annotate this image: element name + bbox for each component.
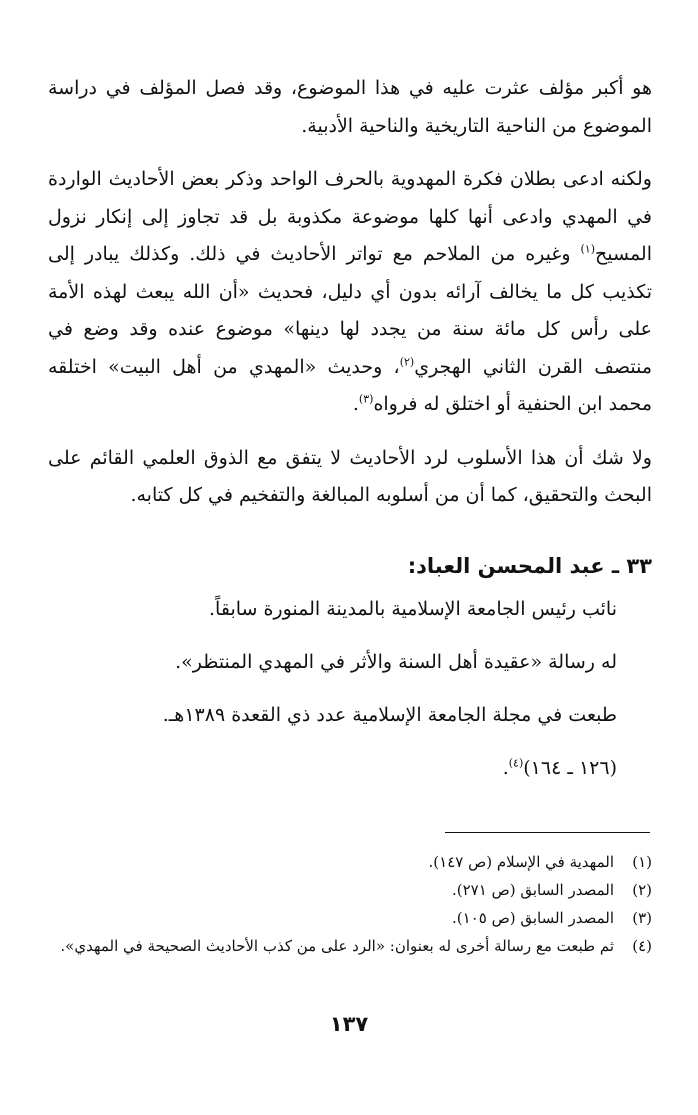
footnotes [48,848,652,960]
page-number: ١٣٧ [329,1012,369,1036]
footnote-text: المهدية في الإسلام (ص ١٤٧). [428,853,614,871]
bio-line-pages [48,756,652,780]
pages-end: . [502,756,509,779]
footnote-ref-4: (٤) [508,756,524,770]
paragraph-2 [48,161,652,424]
footnote-mark: (٤) [632,937,652,955]
paragraph-2-text-a: ولكنه ادعى بطلان فكرة المهدوية بالحرف الواحد وذكر بعض الأحاديث الواردة في المهدي وادعى أنها كلها موضوعة مكذوبة بل قد تجاوز إلى إنكار نزول المسيح [48,168,652,265]
bio-line-position: نائب رئيس الجامعة الإسلامية بالمدينة المنورة سابقاً. [209,597,617,620]
paragraph-2-text-b: وغيره من الملاحم مع تواتر الأحاديث في ذلك. وكذلك يبادر إلى تكذيب كل ما يخالف آرائه بدون أي دليل، فحديث «أن الله يبعث لهذه الأمة على رأس كل مائة سنة من يجدد لها دينها» موضوع عنده وقد وضع في منتصف القرن الثاني الهجري [48,243,652,378]
footnote-text: المصدر السابق (ص ٢٧١). [452,881,614,899]
footnote-ref-2: (٢) [399,355,415,369]
footnote-mark: (٢) [632,881,652,899]
bio-line-treatise: له رسالة «عقيدة أهل السنة والأثر في المهدي المنتظر». [175,650,617,673]
section-title: ٣٣ ـ عبد المحسن العباد: [407,553,652,578]
footnote-3 [48,904,652,932]
footnote-ref-1: (١) [580,242,595,256]
paragraph-3: ولا شك أن هذا الأسلوب لرد الأحاديث لا يتفق مع الذوق العلمي القائم على البحث والتحقيق، كما أن من أسلوبه المبالغة والتفخيم في كل كتابه. [48,446,652,506]
footnote-4 [48,932,652,960]
footnote-2 [48,876,652,904]
paragraph-1: هو أكبر مؤلف عثرت عليه في هذا الموضوع، وقد فصل المؤلف في دراسة الموضوع من الناحية التاريخية والناحية الأدبية. [48,77,652,137]
footnote-text: المصدر السابق (ص ١٠٥). [452,909,614,927]
footnote-mark: (١) [632,853,652,871]
footnote-divider [445,832,650,833]
paragraph-2-text-c: ، وحديث «المهدي من أهل البيت» اختلقه محمد ابن الحنفية أو اختلق له فرواه [48,355,652,415]
footnote-1 [48,848,652,876]
bio-line-publication: طبعت في مجلة الجامعة الإسلامية عدد ذي القعدة ١٣٨٩هـ. [162,703,617,726]
bio-block [48,597,652,780]
pages-range: (١٢٦ ـ ١٦٤) [523,756,617,779]
footnote-text: ثم طبعت مع رسالة أخرى له بعنوان: «الرد على من كذب الأحاديث الصحيحة في المهدي». [60,937,614,955]
footnote-mark: (٣) [632,909,652,927]
footnote-ref-3: (٣) [358,392,374,406]
page-body [48,70,652,780]
paragraph-2-text-d: . [352,393,359,415]
